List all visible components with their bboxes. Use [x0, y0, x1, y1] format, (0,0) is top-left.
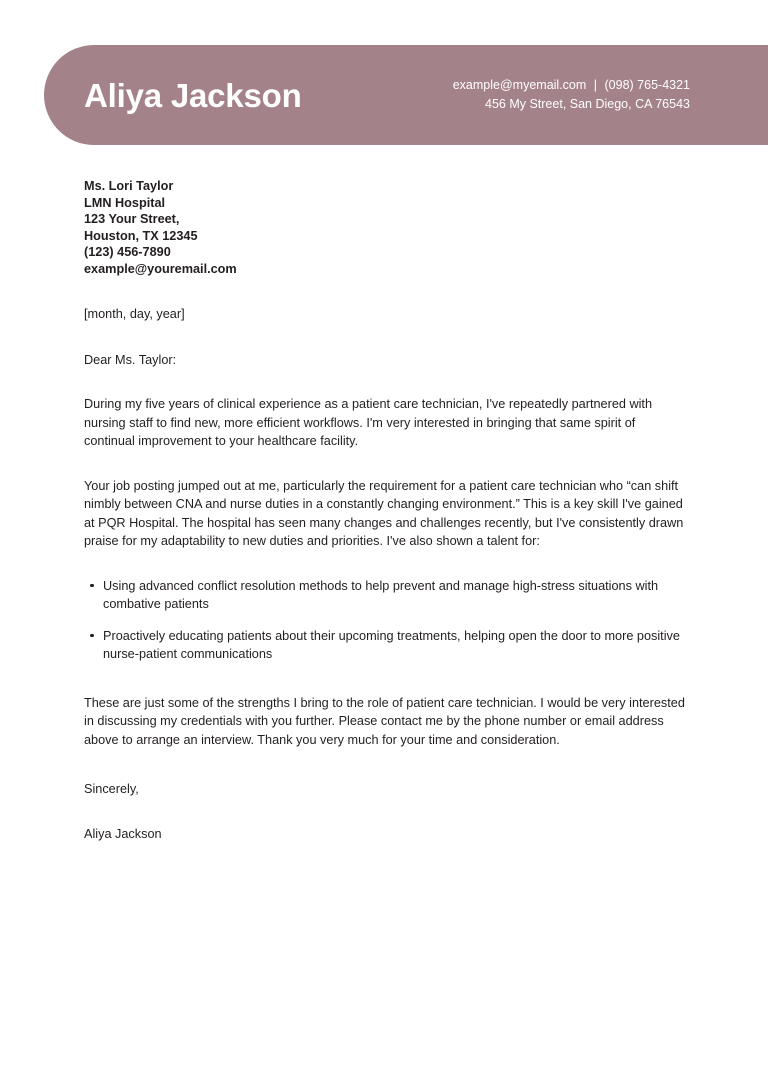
- letter-date: [month, day, year]: [84, 307, 185, 321]
- letter-paragraph-1: During my five years of clinical experience as a patient care technician, I've repeatedly partnered with nursing staff to find new, more efficient workflows. I'm very interested in bringing that same spirit of continual improvement to your healthcare facility.: [84, 397, 653, 449]
- recipient-name: Ms. Lori Taylor: [84, 179, 174, 193]
- letter-body: [84, 178, 685, 844]
- contact-phone: (098) 765-4321: [604, 77, 690, 92]
- letter-bullet-list: [84, 577, 685, 664]
- list-item: Using advanced conflict resolution methods to help prevent and manage high-stress situations with combative patients: [84, 577, 685, 614]
- contact-address: 456 My Street, San Diego, CA 76543: [485, 97, 690, 111]
- letter-signature: Aliya Jackson: [84, 827, 162, 842]
- recipient-block: [84, 178, 685, 277]
- letter-salutation: Dear Ms. Taylor:: [84, 352, 177, 367]
- header-banner: [44, 45, 768, 145]
- letter-closing: Sincerely,: [84, 781, 139, 796]
- contact-email: example@myemail.com: [452, 77, 587, 92]
- recipient-organization: LMN Hospital: [84, 195, 166, 210]
- header-contact-block: [453, 76, 690, 115]
- recipient-email: example@youremail.com: [84, 261, 237, 276]
- recipient-city-state-zip: Houston, TX 12345: [84, 228, 198, 243]
- list-item: Proactively educating patients about their upcoming treatments, helping open the door to more positive nurse-patient communications: [84, 627, 685, 664]
- letter-paragraph-3: These are just some of the strengths I bring to the role of patient care technician. I would be very interested in discussing my credentials with you further. Please contact me by the phone number or email address above to arrange an interview. Thank you very much for your time and consideration.: [84, 695, 685, 747]
- contact-line-primary: [453, 76, 690, 95]
- candidate-name: Aliya Jackson: [84, 76, 302, 114]
- recipient-street: 123 Your Street,: [84, 212, 180, 226]
- contact-separator: |: [593, 77, 598, 92]
- recipient-phone: (123) 456-7890: [84, 245, 171, 259]
- letter-paragraph-2: Your job posting jumped out at me, particularly the requirement for a patient care technician who “can shift nimbly between CNA and nurse duties in a constantly changing environment.” This is a key skill I've gained at PQR Hospital. The hospital has seen many changes and challenges recently, but I've consistently drawn praise for my adaptability to new duties and priorities. I've also shown a talent for:: [84, 478, 684, 549]
